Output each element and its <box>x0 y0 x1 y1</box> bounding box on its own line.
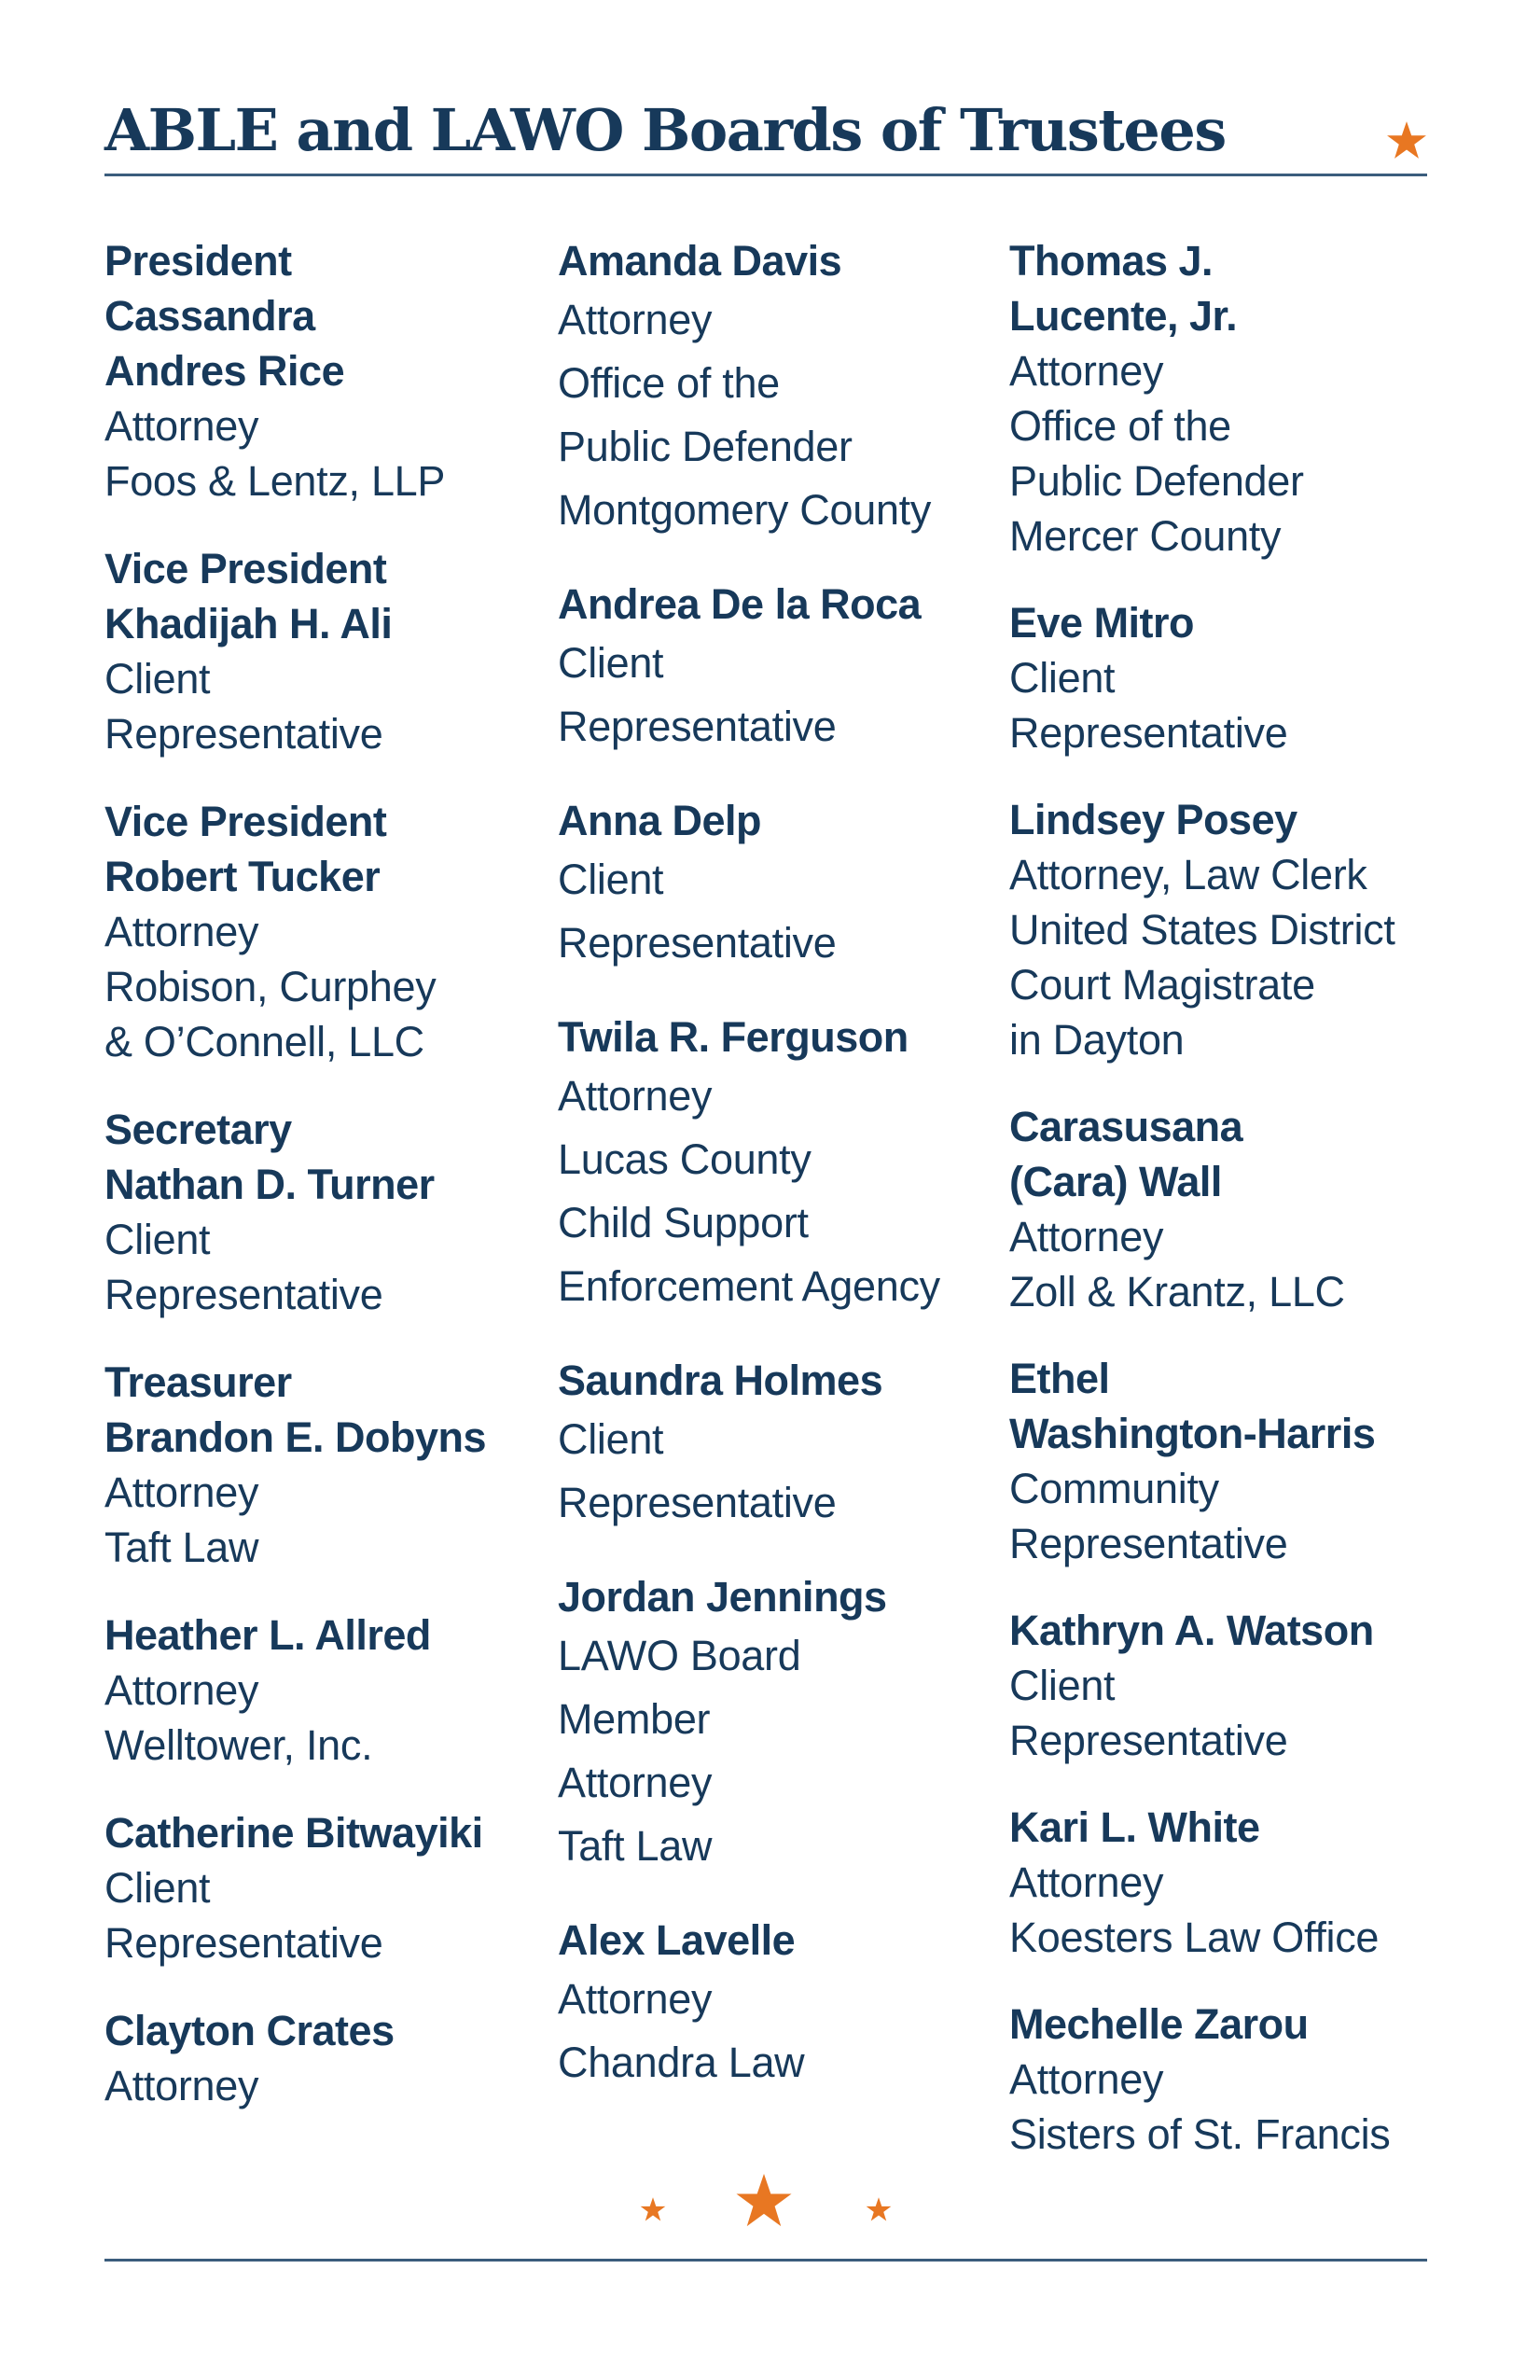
page-title: ABLE and LAWO Boards of Trustees <box>104 96 1226 164</box>
trustee-detail: Representative <box>558 1479 837 1526</box>
trustee-detail: Koesters Law Office <box>1009 1914 1380 1961</box>
trustee-detail: Client <box>1009 654 1116 702</box>
trustee-entry <box>104 233 543 508</box>
star-icon <box>1386 121 1427 160</box>
trustee-name: Anna Delp <box>558 797 762 844</box>
trustee-detail: United States District <box>1009 906 1395 953</box>
trustee-detail: Client <box>104 1864 211 1912</box>
trustee-entry <box>1009 1997 1448 2162</box>
trustee-detail: Representative <box>104 710 383 758</box>
trustee-name: Heather L. Allred <box>104 1611 431 1659</box>
trustee-entry <box>104 1355 543 1575</box>
trustee-detail: Lucas County <box>558 1135 812 1183</box>
small-star-icon <box>866 2197 892 2222</box>
trustee-entry <box>558 1353 996 1535</box>
trustee-detail: Attorney <box>558 1759 713 1806</box>
trustee-detail: Taft Law <box>104 1524 259 1571</box>
trustee-detail: Client <box>1009 1662 1116 1709</box>
trustee-entry <box>104 541 543 761</box>
column-2 <box>558 233 996 2095</box>
trustee-name: President <box>104 237 292 285</box>
trustee-entry <box>558 1913 996 2095</box>
trustee-entry <box>1009 1351 1448 1571</box>
trustee-detail: Representative <box>1009 709 1288 757</box>
trustee-name: Khadijah H. Ali <box>104 600 393 647</box>
trustee-detail: Attorney <box>104 2062 259 2109</box>
trustee-name: Vice President <box>104 545 387 592</box>
trustee-detail: Client <box>104 1216 211 1263</box>
trustee-detail: Representative <box>1009 1717 1288 1764</box>
trustee-detail: Sisters of St. Francis <box>1009 2110 1391 2158</box>
trustee-detail: Attorney <box>558 1072 713 1120</box>
trustee-entry <box>1009 792 1448 1067</box>
trustee-entry <box>1009 1800 1448 1965</box>
trustee-detail: Attorney <box>1009 2055 1164 2103</box>
trustee-entry <box>558 577 996 759</box>
trustee-entry <box>1009 595 1448 760</box>
trustee-name: Amanda Davis <box>558 237 842 285</box>
trustee-detail: Welltower, Inc. <box>104 1721 373 1769</box>
trustee-name: Cassandra <box>104 292 315 340</box>
trustee-name: Saundra Holmes <box>558 1357 883 1404</box>
trustee-detail: Attorney, Law Clerk <box>1009 851 1367 898</box>
trustee-detail: Attorney <box>558 1975 713 2023</box>
trustee-detail: Client <box>558 856 664 903</box>
trustee-entry <box>1009 1099 1448 1319</box>
trustee-detail: Representative <box>1009 1520 1288 1567</box>
trustee-detail: Zoll & Krantz, LLC <box>1009 1268 1345 1315</box>
trustee-detail: Attorney <box>104 402 259 450</box>
trustee-detail: Attorney <box>104 1468 259 1516</box>
trustee-detail: LAWO Board <box>558 1632 801 1679</box>
trustee-detail: Community <box>1009 1465 1219 1512</box>
trustee-name: Lindsey Posey <box>1009 796 1297 843</box>
trustee-entry <box>558 1009 996 1318</box>
trustee-name: Clayton Crates <box>104 2007 395 2054</box>
trustee-detail: Mercer County <box>1009 512 1282 560</box>
trustee-name: Lucente, Jr. <box>1009 292 1238 340</box>
trustee-name: Eve Mitro <box>1009 599 1195 647</box>
trustee-name: Carasusana <box>1009 1103 1243 1150</box>
trustee-detail: Montgomery County <box>558 486 932 534</box>
trustee-name: Mechelle Zarou <box>1009 2000 1309 2048</box>
trustee-name: Brandon E. Dobyns <box>104 1413 487 1461</box>
trustee-detail: Enforcement Agency <box>558 1262 940 1310</box>
trustee-detail: Public Defender <box>1009 457 1304 505</box>
trustee-detail: Robison, Curphey <box>104 963 437 1010</box>
trustee-detail: Representative <box>104 1271 383 1318</box>
trustee-detail: Client <box>558 639 664 687</box>
trustee-name: Secretary <box>104 1106 292 1153</box>
trustee-name: (Cara) Wall <box>1009 1158 1222 1205</box>
trustee-detail: Member <box>558 1695 711 1743</box>
trustee-entry <box>558 793 996 975</box>
trustee-detail: & O’Connell, LLC <box>104 1018 424 1065</box>
trustee-name: Catherine Bitwayiki <box>104 1809 483 1857</box>
trustee-detail: Public Defender <box>558 423 853 470</box>
trustee-name: Kathryn A. Watson <box>1009 1607 1374 1654</box>
trustee-name: Ethel <box>1009 1355 1110 1402</box>
trustee-detail: Office of the <box>558 359 780 407</box>
trustee-entry <box>558 1569 996 1878</box>
trustee-detail: in Dayton <box>1009 1016 1185 1064</box>
trustee-entry <box>104 2003 543 2113</box>
column-1 <box>104 233 543 2113</box>
trustee-detail: Attorney <box>104 1666 259 1714</box>
trustee-name: Twila R. Ferguson <box>558 1013 909 1061</box>
trustee-detail: Foos & Lentz, LLP <box>104 457 446 505</box>
trustee-entry <box>104 794 543 1069</box>
column-3 <box>1009 233 1448 2162</box>
trustee-name: Vice President <box>104 798 387 845</box>
trustee-detail: Office of the <box>1009 402 1231 450</box>
trustee-detail: Attorney <box>104 908 259 955</box>
trustee-entry <box>104 1805 543 1970</box>
title-divider <box>104 174 1427 176</box>
trustee-detail: Representative <box>558 919 837 967</box>
trustee-detail: Attorney <box>1009 347 1164 395</box>
trustee-detail: Attorney <box>1009 1858 1164 1906</box>
trustee-detail: Child Support <box>558 1199 809 1246</box>
trustee-name: Kari L. White <box>1009 1803 1260 1851</box>
large-star-icon <box>735 2174 793 2229</box>
trustee-entry <box>1009 1603 1448 1768</box>
trustee-name: Alex Lavelle <box>558 1916 796 1964</box>
trustee-detail: Attorney <box>1009 1213 1164 1260</box>
trustee-name: Thomas J. <box>1009 237 1214 285</box>
trustee-entry <box>558 233 996 542</box>
trustee-entry <box>104 1608 543 1773</box>
trustee-name: Andrea De la Roca <box>558 580 922 628</box>
trustee-name: Robert Tucker <box>104 853 381 900</box>
trustee-detail: Representative <box>104 1919 383 1967</box>
trustee-detail: Court Magistrate <box>1009 961 1315 1009</box>
trustee-name: Nathan D. Turner <box>104 1161 435 1208</box>
trustee-name: Jordan Jennings <box>558 1573 887 1621</box>
trustee-detail: Taft Law <box>558 1822 713 1870</box>
trustee-detail: Client <box>558 1415 664 1463</box>
footer-divider <box>104 2259 1427 2262</box>
small-star-icon <box>640 2197 666 2222</box>
trustee-detail: Attorney <box>558 296 713 343</box>
trustee-detail: Client <box>104 655 211 703</box>
trustee-detail: Representative <box>558 703 837 750</box>
trustee-entry <box>104 1102 543 1322</box>
trustee-detail: Chandra Law <box>558 2039 805 2086</box>
trustee-entry <box>1009 233 1448 564</box>
trustee-name: Andres Rice <box>104 347 345 395</box>
trustee-name: Treasurer <box>104 1358 292 1406</box>
trustee-name: Washington-Harris <box>1009 1410 1376 1457</box>
